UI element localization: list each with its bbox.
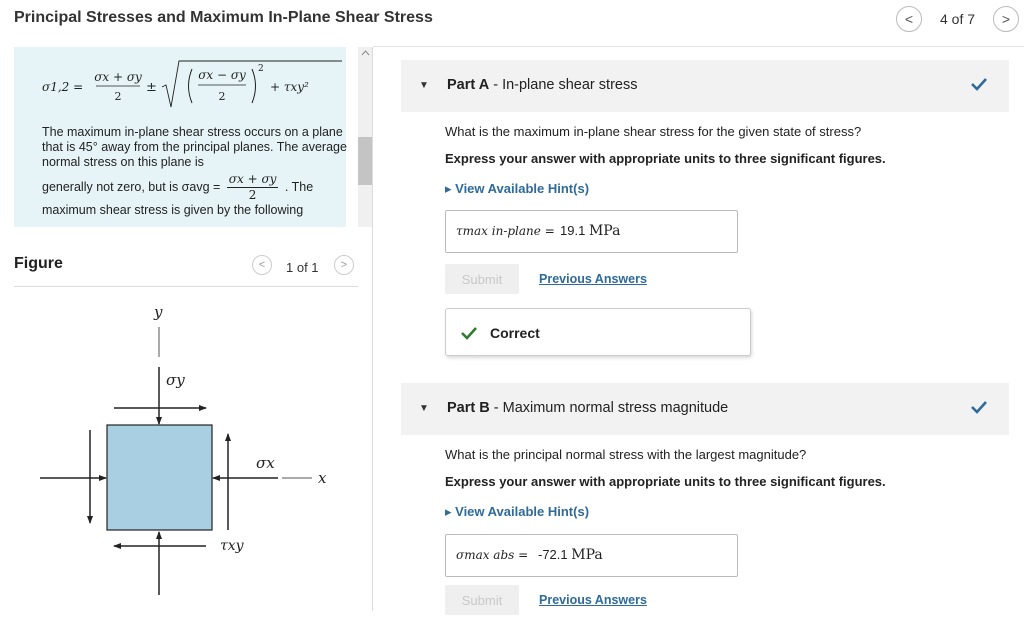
y-axis-label: y	[154, 303, 163, 321]
part-b-answer-field[interactable]	[445, 534, 738, 577]
part-b-answer-label: σmax abs =	[456, 548, 529, 562]
page-title: Principal Stresses and Maximum In-Plane Shear Stress	[14, 9, 433, 26]
part-a-title	[447, 77, 637, 93]
intro-text-2-post: . The	[284, 179, 314, 194]
stress-element	[107, 425, 212, 530]
checkmark-icon	[969, 397, 989, 417]
part-a-submit-button[interactable]: Submit	[445, 264, 519, 294]
figure-count: 1 of 1	[286, 260, 319, 275]
part-a-answer-field[interactable]	[445, 210, 738, 253]
chevron-right-icon: >	[1001, 11, 1011, 27]
stress-element-diagram	[20, 297, 350, 617]
part-b-separator: -	[489, 400, 503, 416]
correct-check-icon	[460, 324, 478, 342]
part-b-instruction: Express your answer with appropriate units to three significant figures.	[445, 474, 886, 489]
part-a-previous-answers-link[interactable]: Previous Answers	[539, 272, 647, 286]
formula-frac-num: σx + σy	[94, 70, 142, 84]
scroll-up-icon[interactable]	[361, 50, 370, 56]
part-a-instruction: Express your answer with appropriate units to three significant figures.	[445, 151, 886, 166]
part-a-answer-value	[560, 223, 620, 239]
left-scrollbar-thumb[interactable]	[358, 137, 373, 185]
avg-frac-num: σx + σy	[228, 172, 277, 186]
intro-box	[14, 47, 346, 227]
collapse-caret-icon[interactable]: ▼	[419, 403, 429, 414]
part-b-previous-answers-link[interactable]: Previous Answers	[539, 593, 647, 607]
formula-sqrt-den: 2	[218, 90, 226, 103]
page-indicator: 4 of 7	[940, 11, 976, 27]
figure-next-button[interactable]	[334, 255, 354, 275]
left-panel	[0, 47, 373, 611]
sigma-y-label: σy	[166, 371, 185, 389]
part-a-header[interactable]	[401, 60, 1009, 112]
chevron-left-icon: <	[904, 11, 914, 27]
part-b-answer-value	[538, 547, 603, 563]
figure-label: Figure	[14, 255, 63, 272]
formula-lhs: σ1,2 =	[42, 80, 84, 94]
part-b-header[interactable]	[401, 383, 1009, 435]
formula-sqrt-exp: 2	[258, 64, 264, 74]
part-a-answer-unit: MPa	[588, 223, 621, 239]
collapse-caret-icon[interactable]: ▼	[419, 80, 429, 91]
part-a-answer-label: τmax in-plane =	[456, 224, 555, 238]
correct-label: Correct	[490, 325, 540, 341]
chevron-right-icon: >	[340, 259, 348, 271]
figure-prev-button[interactable]	[252, 255, 272, 275]
part-a-title-text: In-plane shear stress	[502, 77, 638, 93]
formula-frac-den: 2	[114, 90, 122, 103]
part-a-question: What is the maximum in-plane shear stress for the given state of stress?	[445, 124, 862, 139]
part-b-title	[447, 400, 728, 416]
chevron-left-icon: <	[258, 259, 266, 271]
intro-text-3: maximum shear stress is given by the following	[42, 203, 304, 217]
intro-text-2	[42, 172, 352, 203]
sigma-x-label: σx	[256, 454, 275, 472]
prev-page-button[interactable]	[896, 6, 922, 32]
part-b-submit-button[interactable]: Submit	[445, 585, 519, 615]
intro-text	[42, 125, 352, 218]
part-b-answer-number: -72.1	[538, 547, 568, 562]
avg-stress-fraction	[227, 172, 279, 203]
part-b-question: What is the principal normal stress with the largest magnitude?	[445, 447, 807, 462]
part-b-hint-link[interactable]: ▸ View Available Hint(s)	[445, 504, 590, 519]
part-a-correct-feedback	[445, 308, 751, 356]
checkmark-icon	[969, 74, 989, 94]
formula-sqrt-num: σx − σy	[198, 68, 246, 82]
header	[0, 0, 1024, 40]
avg-frac-den: 2	[248, 188, 257, 202]
right-panel	[373, 47, 1024, 611]
part-a-hint-link[interactable]: ▸ View Available Hint(s)	[445, 181, 590, 196]
figure-divider	[14, 286, 358, 287]
intro-text-2-pre: generally not zero, but is σavg =	[42, 179, 221, 194]
intro-text-1: The maximum in-plane shear stress occurs on a plane that is 45° away from the principal planes. The average normal stress on this plane is	[42, 125, 347, 169]
next-page-button[interactable]	[993, 6, 1019, 32]
part-a-answer-number: 19.1	[560, 223, 586, 238]
part-b-answer-unit: MPa	[571, 547, 603, 563]
formula-pm: ±	[146, 80, 157, 95]
x-axis-label: x	[318, 469, 327, 487]
tau-xy-label: τxy	[220, 538, 244, 554]
principal-stress-formula	[42, 55, 342, 115]
formula-tail: + τxy²	[270, 80, 309, 94]
part-b-title-text: Maximum normal stress magnitude	[502, 400, 729, 416]
part-b-label: Part B	[447, 400, 490, 416]
part-a-separator: -	[489, 77, 503, 93]
part-a-label: Part A	[447, 77, 490, 93]
